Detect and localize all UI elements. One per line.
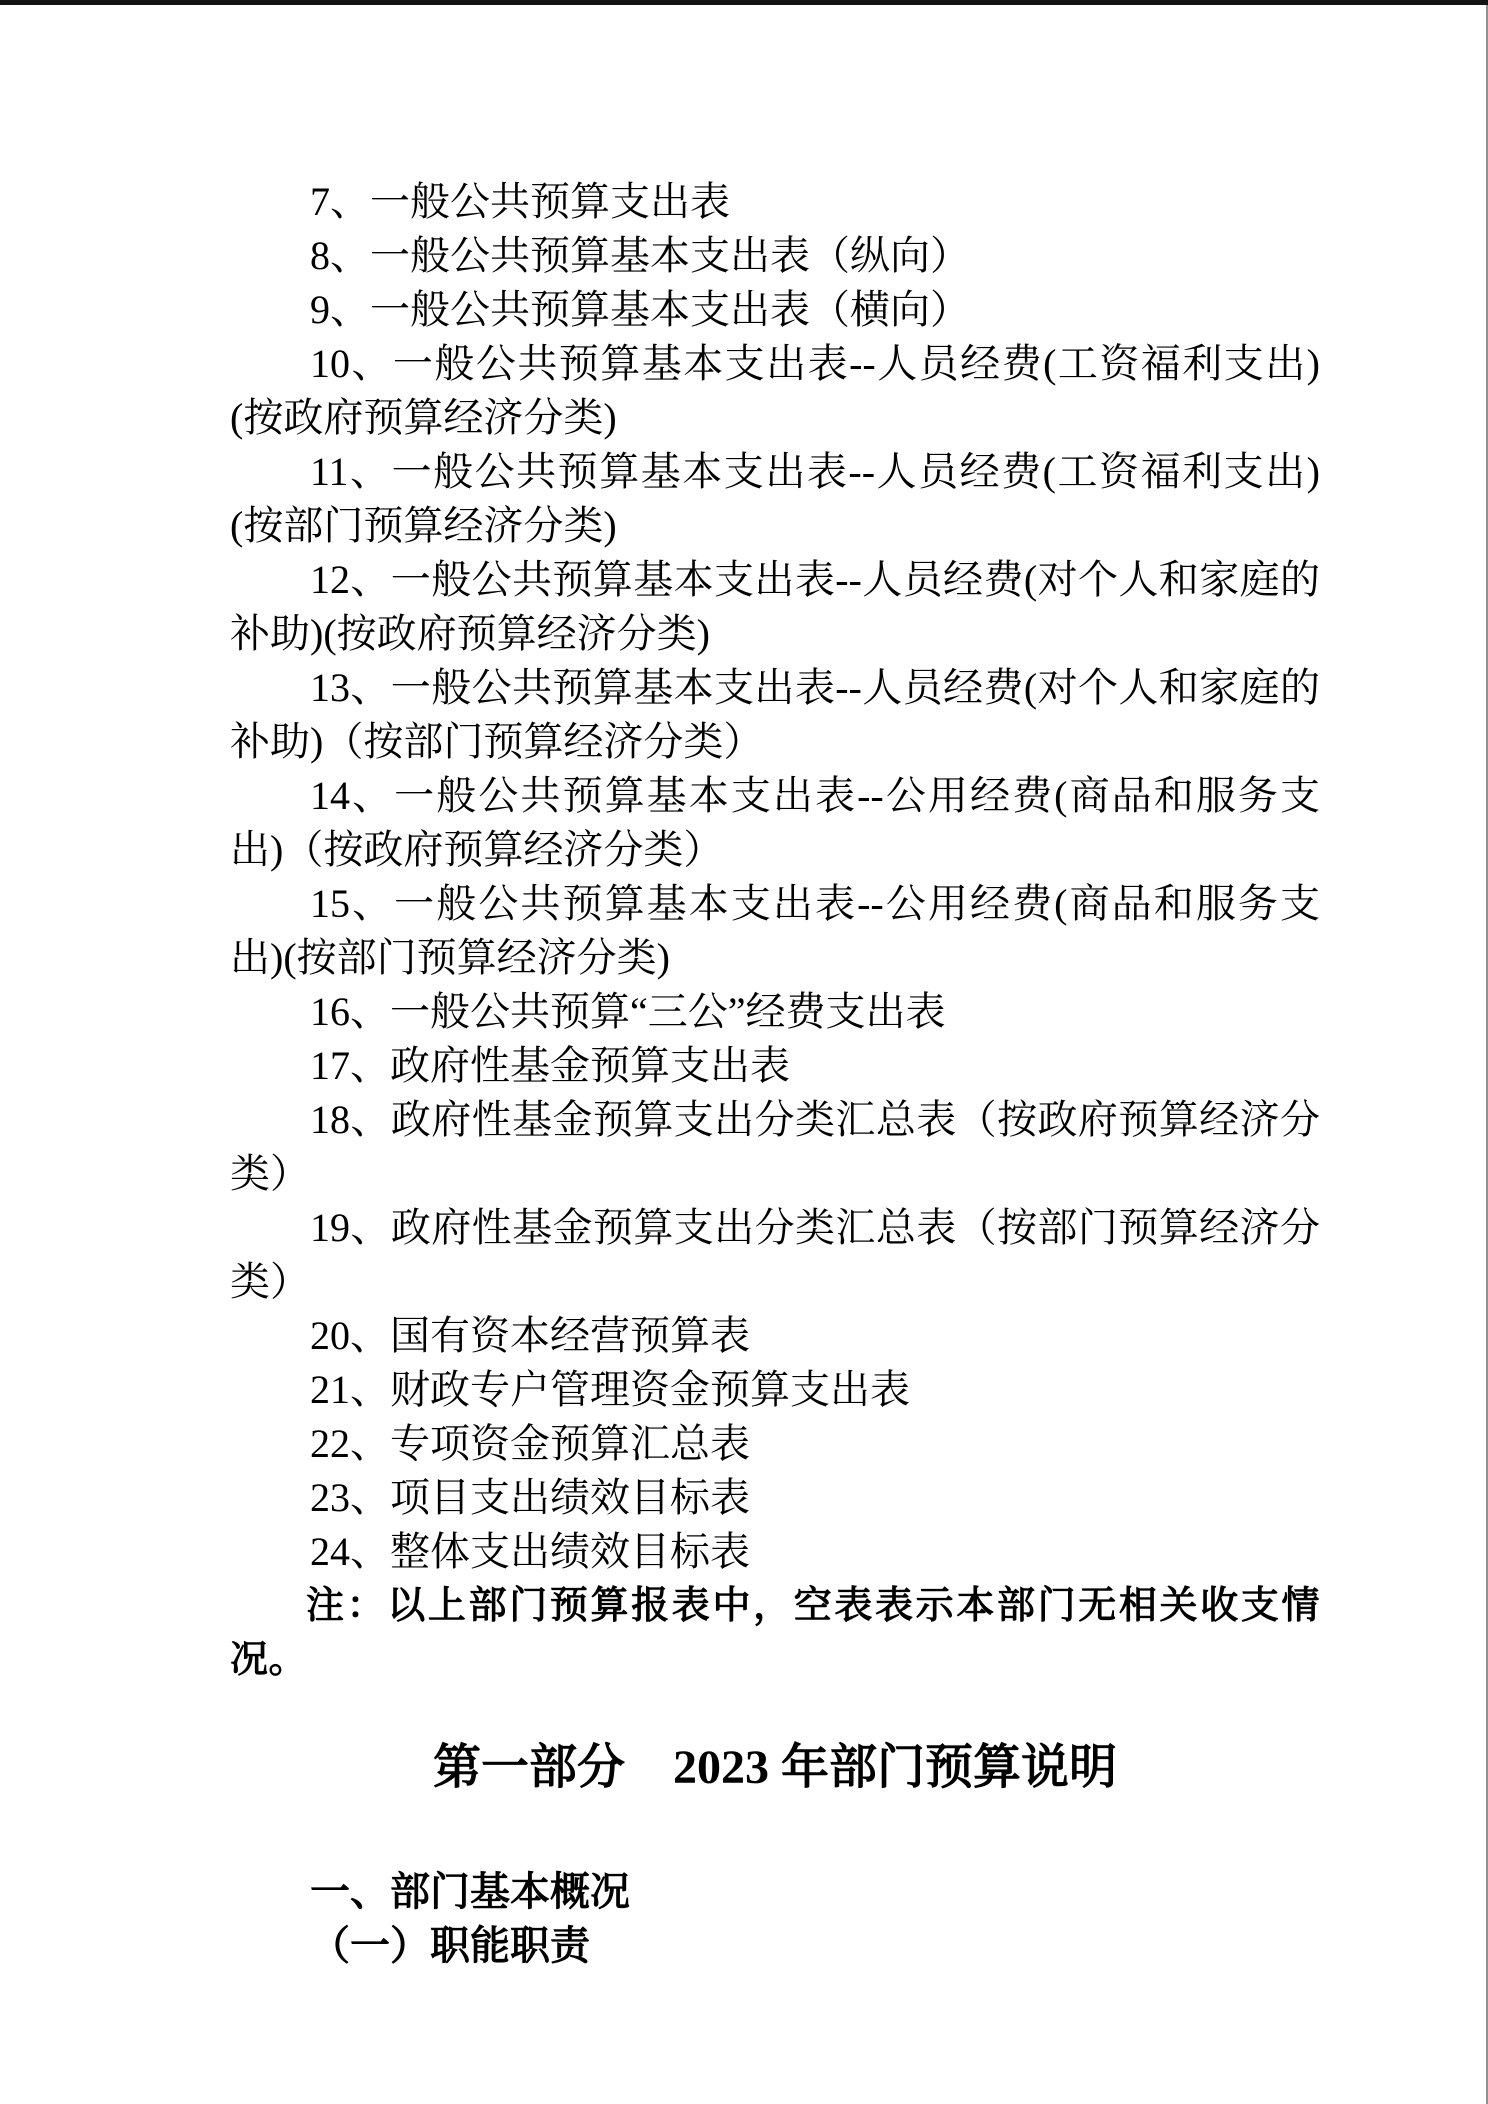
page-top-edge [0,0,1488,5]
budget-table-list-item: 16、一般公共预算“三公”经费支出表 [310,989,946,1034]
budget-table-list-item: 14、一般公共预算基本支出表--公用经费(商品和服务支出)（按政府预算经济分类） [230,773,1320,872]
budget-table-list-item: 24、整体支出绩效目标表 [310,1529,750,1574]
budget-table-list-item: 10、一般公共预算基本支出表--人员经费(工资福利支出)(按政府预算经济分类) [230,341,1320,440]
budget-table-list-item: 22、专项资金预算汇总表 [310,1421,750,1466]
budget-table-list-item: 12、一般公共预算基本支出表--人员经费(对个人和家庭的补助)(按政府预算经济分类) [230,557,1320,656]
document-body [230,175,1320,1973]
budget-table-list-item: 8、一般公共预算基本支出表（纵向） [310,233,970,278]
budget-table-list-item: 19、政府性基金预算支出分类汇总表（按部门预算经济分类） [230,1205,1320,1304]
budget-table-list-item: 23、项目支出绩效目标表 [310,1475,750,1520]
budget-table-list-item: 21、财政专户管理资金预算支出表 [310,1367,910,1412]
budget-table-list-item: 11、一般公共预算基本支出表--人员经费(工资福利支出)(按部门预算经济分类) [230,449,1320,548]
budget-table-list-item: 17、政府性基金预算支出表 [310,1043,790,1088]
budget-table-list-item: 20、国有资本经营预算表 [310,1313,750,1358]
budget-table-list-item: 18、政府性基金预算支出分类汇总表（按政府预算经济分类） [230,1097,1320,1196]
budget-table-list-item: 15、一般公共预算基本支出表--公用经费(商品和服务支出)(按部门预算经济分类) [230,881,1320,980]
budget-note: 注：以上部门预算报表中，空表表示本部门无相关收支情况。 [230,1585,1320,1681]
part1-heading: 第一部分 2023 年部门预算说明 [432,1741,1117,1794]
budget-table-list-item: 13、一般公共预算基本支出表--人员经费(对个人和家庭的补助)（按部门预算经济分类） [230,665,1320,764]
budget-table-list-item: 7、一般公共预算支出表 [310,179,730,224]
section-heading-overview: 一、部门基本概况 [310,1870,630,1914]
budget-table-list-item: 9、一般公共预算基本支出表（横向） [310,287,970,332]
subsection-heading-duties: （一）职能职责 [310,1924,590,1968]
